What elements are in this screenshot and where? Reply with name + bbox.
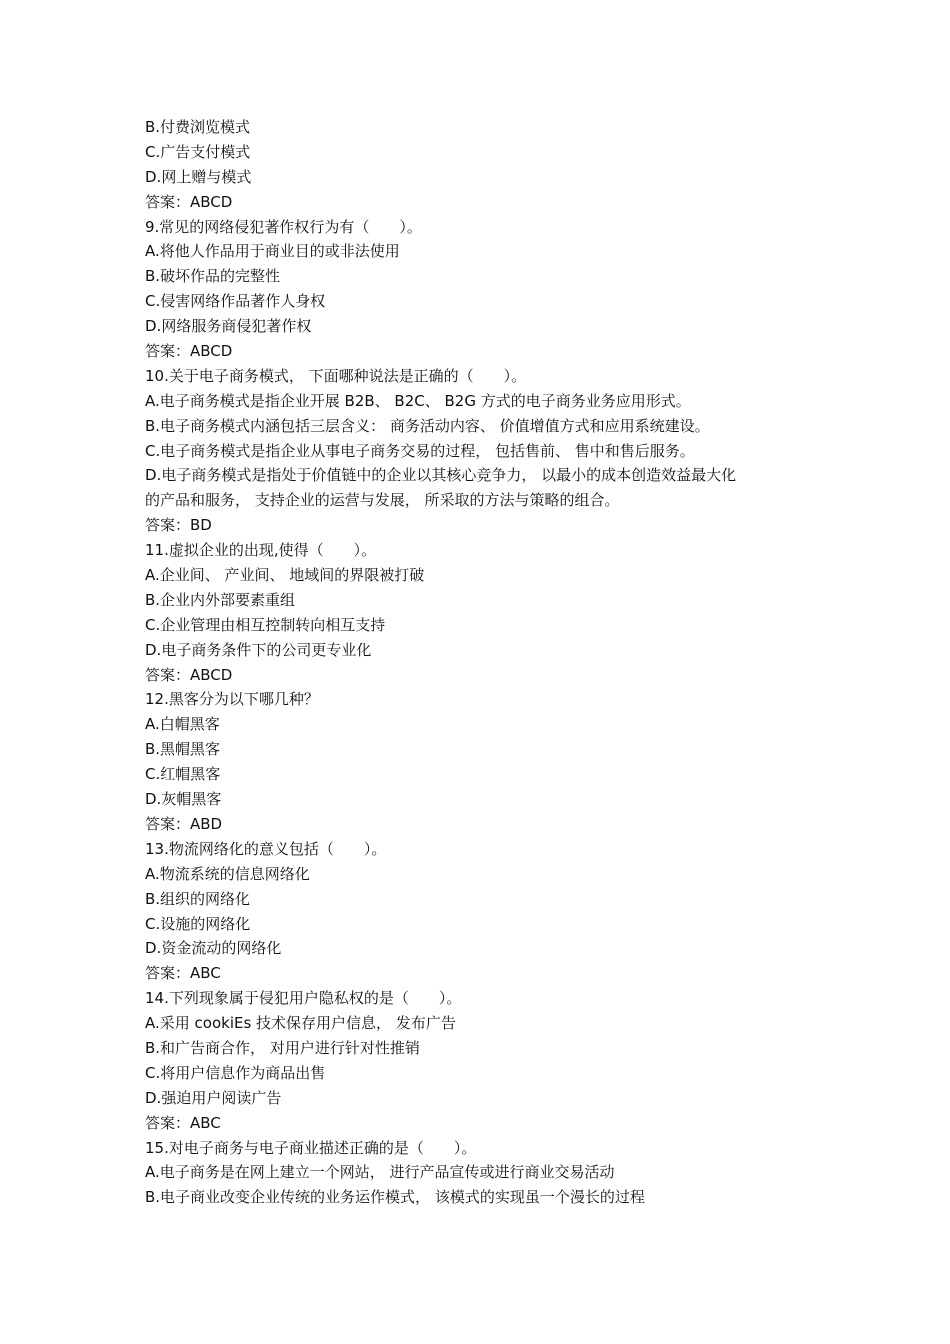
- text-line: A.白帽黑客: [145, 715, 220, 734]
- text-line: 答案：ABCD: [145, 342, 233, 361]
- text-line: 答案：ABCD: [145, 192, 233, 211]
- text-line: 答案：ABD: [145, 814, 223, 833]
- text-line: 10.关于电子商务模式， 下面哪种说法是正确的（ ）。: [145, 366, 527, 385]
- text-line: 15.对电子商务与电子商业描述正确的是（ ）。: [145, 1138, 477, 1157]
- text-line: 答案：ABCD: [145, 665, 233, 684]
- text-line: D.电子商务模式是指处于价值链中的企业以其核心竞争力， 以最小的成本创造效益最大化: [145, 466, 737, 485]
- text-line: A.电子商务模式是指企业开展 B2B、 B2C、 B2G 方式的电子商务业务应用形式。: [145, 391, 691, 410]
- text-line: A.物流系统的信息网络化: [145, 864, 310, 883]
- text-line: B.破坏作品的完整性: [145, 267, 281, 286]
- text-line: D.网上赠与模式: [145, 167, 252, 186]
- text-line: A.企业间、 产业间、 地域间的界限被打破: [145, 566, 425, 585]
- text-line: C.企业管理由相互控制转向相互支持: [145, 615, 386, 634]
- text-line: C.将用户信息作为商品出售: [145, 1063, 326, 1082]
- text-line: 答案：ABC: [145, 1113, 221, 1132]
- text-line: C.设施的网络化: [145, 914, 251, 933]
- text-line: A.将他人作品用于商业目的或非法使用: [145, 242, 400, 261]
- text-line: D.网络服务商侵犯著作权: [145, 317, 312, 336]
- text-line: B.电子商务模式内涵包括三层含义： 商务活动内容、 价值增值方式和应用系统建设。: [145, 416, 710, 435]
- text-line: 的产品和服务， 支持企业的运营与发展， 所采取的方法与策略的组合。: [145, 491, 620, 510]
- text-line: D.灰帽黑客: [145, 790, 222, 809]
- text-line: 答案：BD: [145, 516, 212, 535]
- text-line: 14.下列现象属于侵犯用户隐私权的是（ ）。: [145, 989, 462, 1008]
- text-line: 13.物流网络化的意义包括（ ）。: [145, 839, 387, 858]
- text-line: A.采用 cookiEs 技术保存用户信息， 发布广告: [145, 1014, 456, 1033]
- text-line: B.企业内外部要素重组: [145, 590, 296, 609]
- text-line: D.资金流动的网络化: [145, 939, 282, 958]
- text-line: C.电子商务模式是指企业从事电子商务交易的过程， 包括售前、 售中和售后服务。: [145, 441, 695, 460]
- text-line: B.组织的网络化: [145, 889, 251, 908]
- text-line: B.黑帽黑客: [145, 740, 221, 759]
- text-line: C.侵害网络作品著作人身权: [145, 292, 326, 311]
- document-page: [145, 115, 825, 1210]
- text-line: D.电子商务条件下的公司更专业化: [145, 640, 372, 659]
- text-line: B.和广告商合作， 对用户进行针对性推销: [145, 1038, 420, 1057]
- text-line: A.电子商务是在网上建立一个网站， 进行产品宣传或进行商业交易活动: [145, 1163, 615, 1182]
- text-line: 答案：ABC: [145, 964, 221, 983]
- text-line: C.广告支付模式: [145, 142, 251, 161]
- text-line: B.电子商业改变企业传统的业务运作模式， 该模式的实现虽一个漫长的过程: [145, 1188, 645, 1207]
- text-line: 11.虚拟企业的出现,使得（ ）。: [145, 541, 377, 560]
- text-line: 9.常见的网络侵犯著作权行为有（ ）。: [145, 217, 422, 236]
- text-line: 12.黑客分为以下哪几种？: [145, 690, 319, 709]
- text-line: B.付费浏览模式: [145, 118, 251, 136]
- text-line: C.红帽黑客: [145, 765, 221, 784]
- text-line: D.强迫用户阅读广告: [145, 1088, 282, 1107]
